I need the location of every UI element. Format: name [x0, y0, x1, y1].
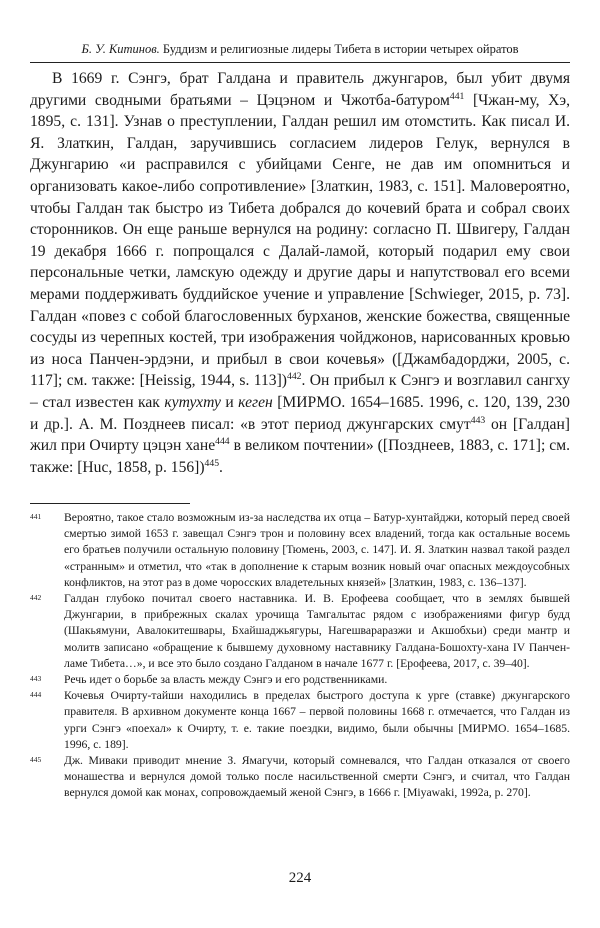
footnote-text: Дж. Миваки приводит мнение З. Ямагучи, который сомневался, что Галдан отказался от своего монашества и вернулся домой только после насильственной смерти Сэнгэ, и считал, что Галдан вернулся домой как монах, сопровождаемый женой Сэнгэ, в 1666 г. [Miyawaki, 1992a, p. 270]. — [64, 754, 570, 800]
footnote-ref-444[interactable]: 444 — [215, 435, 230, 447]
footnote-ref-445[interactable]: 445 — [204, 457, 220, 469]
text-segment: В 1669 г. Сэнгэ, брат Галдана и правитель джунгаров, был убит двумя другими сводными братьями – Цэцэном и Чжотба-батуром — [30, 70, 570, 109]
term-kutukhtu: кутухту — [164, 393, 221, 411]
footnote-divider — [30, 503, 190, 504]
footnote-number: 442 — [30, 593, 42, 603]
text-segment: и — [220, 393, 239, 411]
header-divider — [30, 62, 570, 63]
footnote-442 — [30, 591, 570, 672]
footnote-441 — [30, 510, 570, 591]
footnote-ref-441[interactable]: 441 — [449, 90, 465, 102]
text-segment: [Чжан-му, Хэ, 1895, с. 131]. Узнав о преступлении, Галдан решил им отомстить. Как писал И. Я. Златкин, Галдан, заручившись согласием лидеров Гелук, вернулся в Джунгарию «и расправился с убийцами Сенге, не дав им опомниться и организовать какое-либо сопротивление» [Златкин, 1983, с. 151]. Маловероятно, чтобы Галдан так быстро из Тибета добрался до кочевий брата и собрал своих сторонников. Он еще раньше вернулся на родину: согласно П. Швигеру, Галдан 19 декабря 1666 г. попрощался с Далай-ламой, который подарил ему свои персональные четки, ламскую одежду и другие дары и напутствовал его всеми мерами поддерживать буддийское учение и управление [Schwieger, 2015, p. 73]. Галдан «повез с собой благословенных бурханов, женские божества, священные сосуды из черепных костей, три изображения чойджонов, нарисованных кровью из носа Панчен-эрдэни, и прибыл в свои кочевья» ([Джамбадорджи, 2005, с. 117]; см. также: [Heissig, 1944, s. 113]) — [30, 91, 570, 390]
text-segment: он [Галдан] жил при Очирту цэцэн хане — [30, 415, 570, 455]
footnote-445 — [30, 753, 570, 802]
footnote-text: Вероятно, такое стало возможным из-за наследства их отца – Батур-хунтайджи, который перед своей смертью зимой 1653 г. завещал Сэнгэ трон и половину всех владений, тогда как остальные восемь его братьев получили остальную половину [Тюмень, 2003, с. 147]. И. Я. Златкин назвал такой раздел «странным» и отметил, что «так в дополнение к старым возник новый очаг опасных междоусобных конфликтов, на этот раз в доме чоросских владетельных князей» [Златкин, 1983, с. 136–137]. — [64, 511, 570, 589]
footnote-444 — [30, 688, 570, 753]
footnote-number: 445 — [30, 755, 42, 765]
running-head-author: Б. У. Китинов. — [81, 42, 160, 56]
footnote-number: 441 — [30, 512, 42, 521]
term-kegen: кеген — [238, 393, 273, 411]
text-segment: в великом почтении» ([Позднеев, 1883, с. 171]; см. также: [Huc, 1858, p. 156]) — [30, 437, 570, 476]
page-number: 224 — [288, 870, 312, 886]
footnote-443 — [30, 672, 570, 688]
main-text — [30, 68, 570, 478]
footnote-ref-442[interactable]: 442 — [286, 371, 302, 383]
footnote-text: Речь идет о борьбе за власть между Сэнгэ и его родственниками. — [64, 673, 388, 687]
text-segment: [МИРМО. 1654–1685. 1996, с. 120, 139, 230 и др.]. А. М. Позднеев писал: «в этот период джунгарских смут — [30, 393, 570, 433]
running-head-title: Буддизм и религиозные лидеры Тибета в истории четырех ойратов — [162, 42, 519, 56]
text-segment: . Он прибыл к Сэнгэ и возглавил сангху – стал известен как — [30, 372, 570, 411]
running-head — [30, 42, 570, 57]
footnote-number: 444 — [30, 690, 42, 700]
footnote-text: Галдан глубоко почитал своего наставника. И. В. Ерофеева сообщает, что в землях бывшей Джунгарии, в прибрежных скалах урочища Тамгалытас рядом с изображениями фигур будд (Шакьямуни, Авалокитешвары, Бхайшаджьягуры, Нагешвараразжи и Акшобхьи) среди мантр и молитв записано «обращение к бывшему духовному наставнику Галдана-Бошохту-хана IV Панчен-ламе Тибета…», и все это было создано Галданом в начале 1677 г. [Ерофеева, 2017, с. 39–40]. — [64, 592, 570, 670]
footnote-text: Кочевья Очирту-тайши находились в пределах быстрого доступа к урге (ставке) джунгарского правителя. В архивном документе конца 1667 – первой половины 1668 г. отмечается, что Галдан из урги Сэнгэ «поехал» к Очирту, т. е. такие поездки, видимо, были обычны [МИРМО. 1654–1685. 1996, с. 189]. — [64, 689, 570, 751]
footnotes — [30, 510, 570, 802]
text-segment: . — [219, 458, 223, 476]
footnote-ref-443[interactable]: 443 — [470, 414, 486, 426]
footnote-number: 443 — [30, 674, 42, 684]
main-paragraph — [30, 68, 570, 478]
